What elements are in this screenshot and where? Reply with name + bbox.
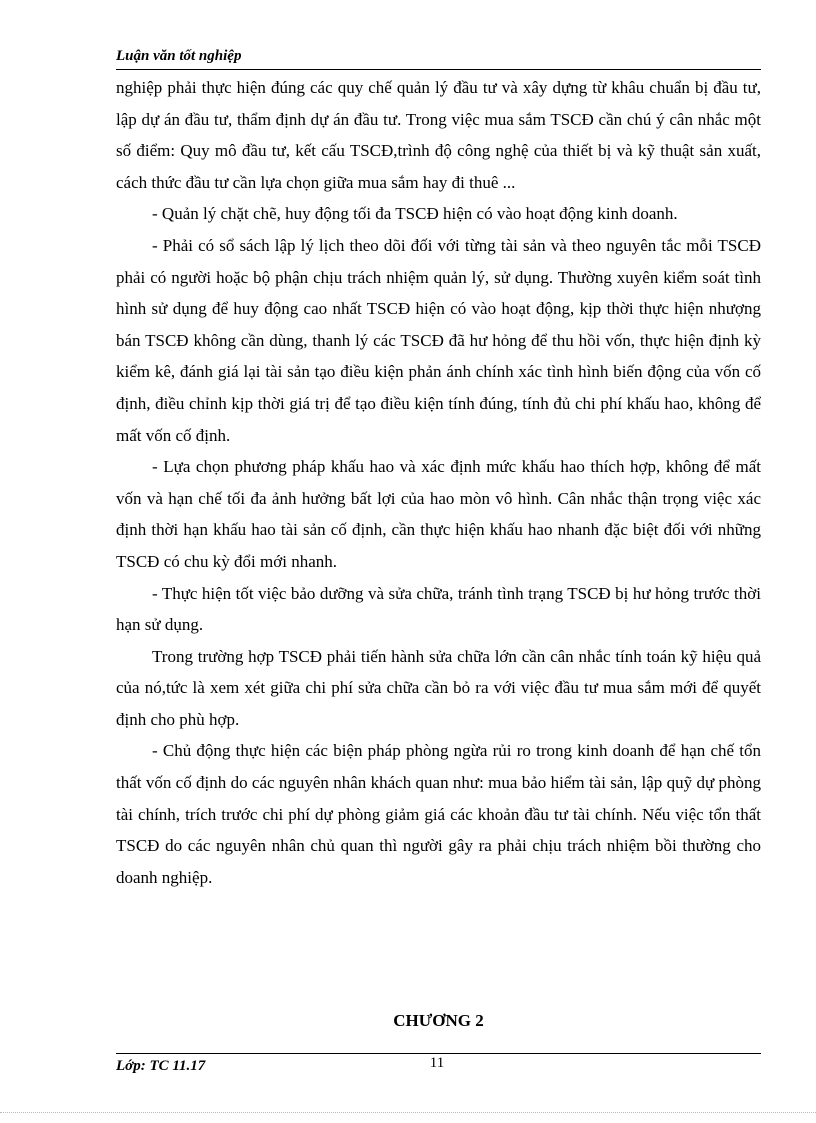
paragraph-major-repair: Trong trường hợp TSCĐ phải tiến hành sửa chữa lớn cần cân nhắc tính toán kỹ hiệu quả của nó,tức là xem xét giữa chi phí sửa chữa cần bỏ ra với việc đầu tư mua sắm mới để quyết định cho phù hợp.: [116, 646, 761, 729]
paragraph-maintenance: - Thực hiện tốt việc bảo dưỡng và sửa chữa, tránh tình trạng TSCĐ bị hư hỏng trước thời hạn sử dụng.: [116, 583, 761, 635]
footer-divider: [116, 1053, 761, 1054]
footer-class-label: Lớp: TC 11.17: [116, 1058, 206, 1074]
page-bottom-border: [0, 1112, 816, 1113]
chapter-heading: CHƯƠNG 2: [393, 1011, 484, 1030]
header-divider: [116, 69, 761, 70]
page-number: 11: [429, 1055, 445, 1071]
header-title: Luận văn tốt nghiệp: [116, 48, 242, 64]
body-text: [116, 72, 761, 893]
paragraph-manage-assets: - Quản lý chặt chẽ, huy động tối đa TSCĐ hiện có vào hoạt động kinh doanh.: [152, 204, 678, 224]
paragraph-risk-prevention: - Chủ động thực hiện các biện pháp phòng ngừa rủi ro trong kinh doanh để hạn chế tổn thất vốn cố định do các nguyên nhân khách quan như: mua bảo hiểm tài sản, lập quỹ dự phòng tài chính, trích trước chi phí dự phòng giảm giá các khoản đầu tư tài chính. Nếu việc tổn thất TSCĐ do các nguyên nhân chủ quan thì người gây ra phải chịu trách nhiệm bồi thường cho doanh nghiệp.: [116, 741, 761, 887]
paragraph-depreciation-method: - Lựa chọn phương pháp khấu hao và xác định mức khấu hao thích hợp, không để mất vốn và hạn chế tối đa ảnh hưởng bất lợi của hao mòn vô hình. Cân nhắc thận trọng việc xác định thời hạn khấu hao tài sản cố định, cần thực hiện khấu hao nhanh đặc biệt đối với những TSCĐ có chu kỳ đổi mới nhanh.: [116, 457, 761, 571]
paragraph-asset-records: - Phải có sổ sách lập lý lịch theo dõi đối với từng tài sản và theo nguyên tắc mỗi TSCĐ phải có người hoặc bộ phận chịu trách nhiệm quản lý, sử dụng. Thường xuyên kiểm soát tình hình sử dụng để huy động cao nhất TSCĐ hiện có vào hoạt động, kịp thời thực hiện nhượng bán TSCĐ không cần dùng, thanh lý các TSCĐ đã hư hỏng để thu hồi vốn, thực hiện định kỳ kiểm kê, đánh giá lại tài sản tạo điều kiện phản ánh chính xác tình hình biến động của vốn cố định, điều chỉnh kịp thời giá trị để tạo điều kiện tính đúng, tính đủ chi phí khấu hao, không để mất vốn cố định.: [116, 235, 761, 445]
paragraph-continuation: nghiệp phải thực hiện đúng các quy chế quản lý đầu tư và xây dựng từ khâu chuẩn bị đầu tư, lập dự án đầu tư, thẩm định dự án đầu tư. Trong việc mua sắm TSCĐ cần chú ý cân nhắc một số điểm: Quy mô đầu tư, kết cấu TSCĐ,trình độ công nghệ của thiết bị và kỹ thuật sản xuất, cách thức đầu tư cần lựa chọn giữa mua sắm hay đi thuê ...: [116, 78, 761, 192]
